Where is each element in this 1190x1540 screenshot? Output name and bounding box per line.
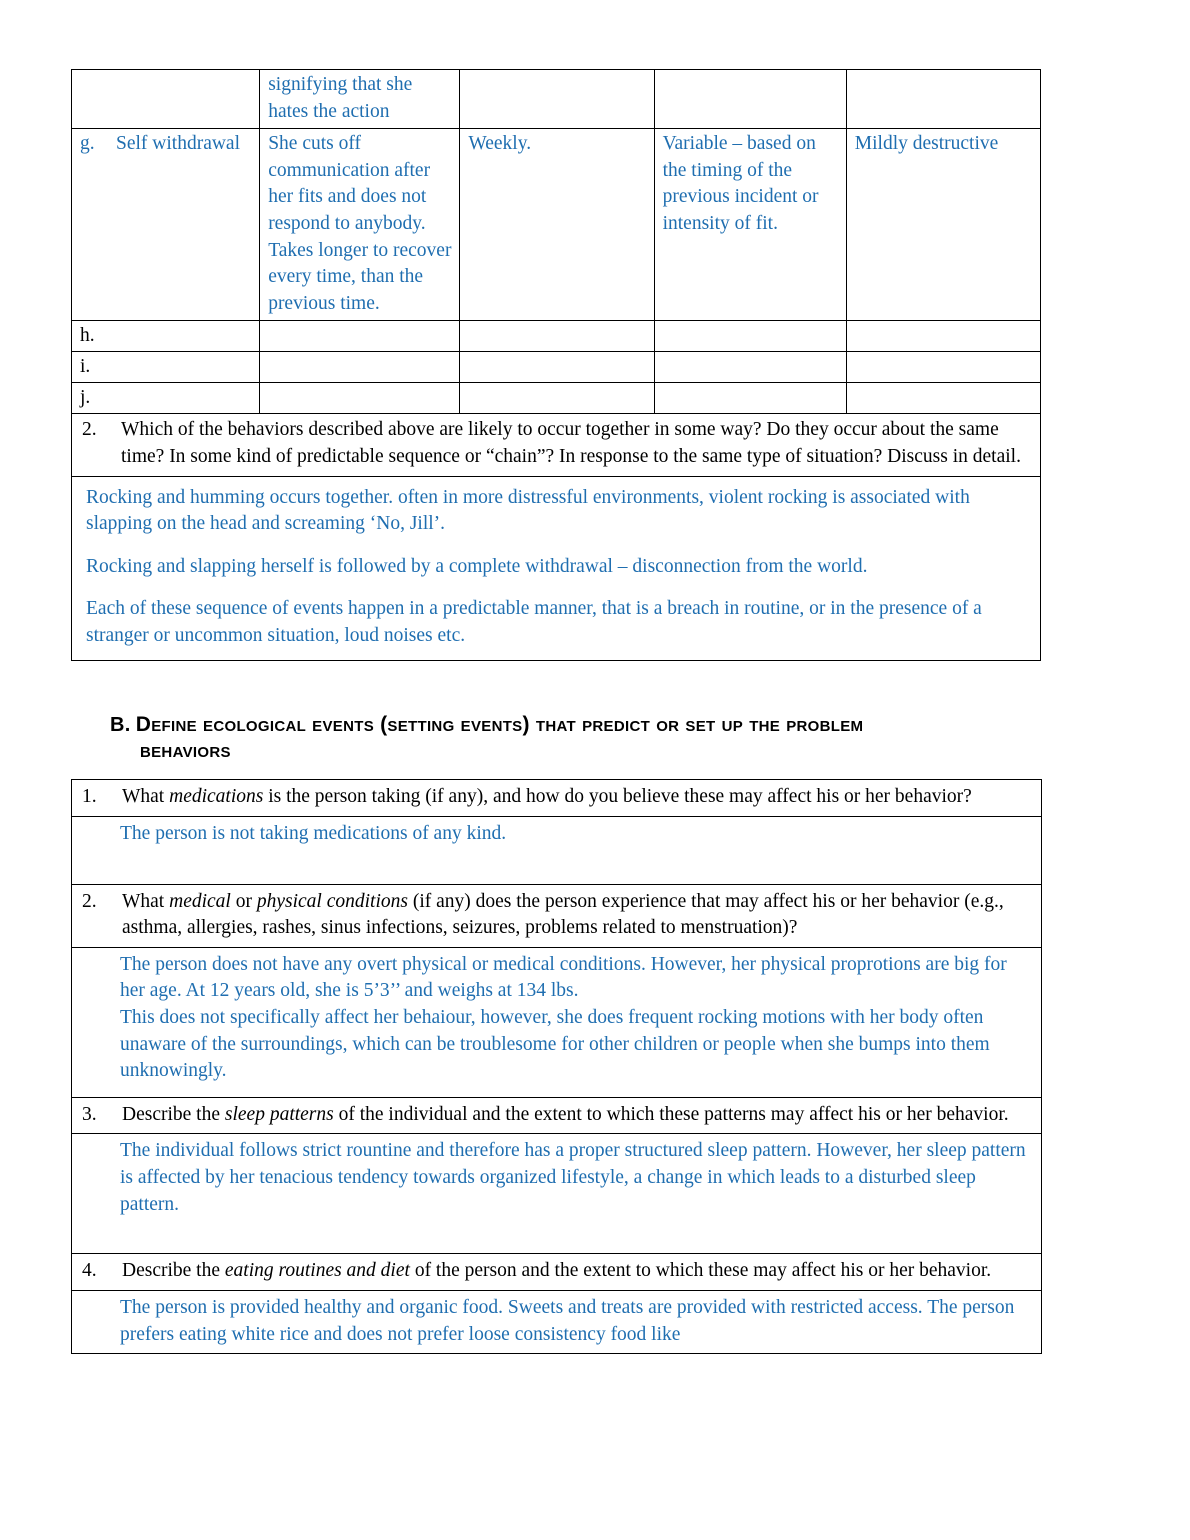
cell-behavior-j — [72, 383, 260, 414]
section-b-title-line-2: behaviors — [140, 739, 231, 762]
question-4-number: 4. — [82, 1260, 97, 1282]
question-3-text-before: Describe the — [122, 1103, 225, 1125]
behavior-label-g: Self withdrawal — [116, 133, 241, 155]
cell-description-j — [260, 383, 460, 414]
cell-intensity-g: Mildly destructive — [846, 129, 1040, 321]
question-3-number: 3. — [82, 1103, 97, 1125]
cell-behavior-h — [72, 321, 260, 352]
question-2b-cell — [72, 884, 1042, 947]
cell-duration-continued — [654, 70, 846, 129]
cell-duration-i — [654, 352, 846, 383]
cell-duration-g: Variable – based on the timing of the previous incident or intensity of fit. — [654, 129, 846, 321]
answer-line: The person is not taking medications of any kind. — [120, 822, 507, 844]
question-2b-text-mid: or — [230, 890, 257, 912]
question-1-cell — [72, 780, 1042, 817]
question-3-text-after: of the individual and the extent to which these patterns may affect his or her behavior. — [333, 1103, 1009, 1125]
question-4-text-after: of the person and the extent to which these may affect his or her behavior. — [409, 1260, 992, 1282]
cell-behavior-i — [72, 352, 260, 383]
cell-intensity-h — [846, 321, 1040, 352]
answer-row — [72, 1134, 1042, 1254]
answer-paragraph: Rocking and humming occurs together. often in more distressful environments, violent rocking is associated with slapping on the head and screaming ‘No, Jill’. — [86, 486, 970, 535]
cell-description-h — [260, 321, 460, 352]
cell-duration-h — [654, 321, 846, 352]
cell-duration-j — [654, 383, 846, 414]
question-4-emphasis: eating routines and diet — [224, 1260, 410, 1282]
question-3-cell — [72, 1097, 1042, 1134]
question-3-emphasis: sleep patterns — [224, 1103, 334, 1125]
section-b-letter: B. — [110, 714, 131, 736]
answer-line: The person does not have any overt physical or medical conditions. However, her physical proprotions are big for her age. At 12 years old, she is 5’3’’ and weighs at 134 lbs. — [120, 953, 1007, 1002]
cell-frequency-g: Weekly. — [460, 129, 654, 321]
cell-frequency-continued — [460, 70, 654, 129]
answer-paragraph: Rocking and slapping herself is followed by a complete withdrawal – disconnection from the world. — [86, 555, 868, 577]
table-row-continued — [72, 70, 1041, 129]
answer-line: This does not specifically affect her behaiour, however, she does frequent rocking motions with her body often unaware of the surroundings, which can be troublesome for other children or people when she bumps into them unknowingly. — [120, 1006, 990, 1082]
question-4-cell — [72, 1254, 1042, 1291]
list-marker-i: i. — [80, 356, 91, 378]
question-2-answer-cell[interactable] — [72, 476, 1041, 660]
table-row — [72, 321, 1041, 352]
list-marker-g: g. — [80, 133, 95, 155]
cell-frequency-i — [460, 352, 654, 383]
cell-description-g: She cuts off communication after her fits and does not respond to anybody. Takes longer to recover every time, than the previous time. — [260, 129, 460, 321]
question-2b-answer-cell[interactable] — [72, 947, 1042, 1097]
list-marker-h: h. — [80, 325, 95, 347]
question-1-text-before: What — [122, 786, 170, 807]
cell-behavior-g — [72, 129, 260, 321]
answer-paragraph: Each of these sequence of events happen in a predictable manner, that is a breach in routine, or in the presence of a stranger or uncommon situation, loud noises etc. — [86, 598, 982, 646]
cell-intensity-i — [846, 352, 1040, 383]
cell-description-i — [260, 352, 460, 383]
question-row — [72, 1097, 1042, 1134]
question-row — [72, 884, 1042, 947]
question-2b-emphasis-1: medical — [169, 890, 231, 912]
cell-frequency-j — [460, 383, 654, 414]
table-row — [72, 383, 1041, 414]
cell-frequency-h — [460, 321, 654, 352]
question-1-number: 1. — [82, 786, 97, 807]
answer-row — [72, 1290, 1042, 1353]
question-1-answer-cell[interactable] — [72, 816, 1042, 884]
answer-line: The individual follows strict rountine and therefore has a proper structured sleep pattern. However, her sleep pattern is affected by her tenacious tendency towards organized lifestyle, a change in which leads to a disturbed sleep pattern. — [120, 1140, 1026, 1215]
question-4-answer-cell[interactable] — [72, 1290, 1042, 1353]
question-1-text-after: is the person taking (if any), and how do you believe these may affect his or her behavior? — [263, 786, 972, 807]
answer-row — [72, 816, 1042, 884]
question-2b-text-after: (if any) does the person experience that may affect his or her behavior (e.g., asthma, allergies, rashes, sinus infections, seizures, problems related to menstruation)? — [122, 890, 1004, 939]
table-row — [72, 352, 1041, 383]
table-row — [72, 129, 1041, 321]
question-2b-number: 2. — [82, 890, 97, 912]
answer-row — [72, 947, 1042, 1097]
question-1-emphasis: medications — [169, 786, 264, 807]
question-4-text-before: Describe the — [122, 1260, 225, 1282]
question-3-answer-cell[interactable] — [72, 1134, 1042, 1254]
behavior-table — [71, 69, 1041, 661]
cell-behavior-continued — [72, 70, 260, 129]
cell-description-continued: signifying that she hates the action — [260, 70, 460, 129]
question-2b-emphasis-2: physical conditions — [256, 890, 408, 912]
cell-intensity-j — [846, 383, 1040, 414]
section-b-heading — [110, 712, 1110, 763]
ecological-events-table — [71, 779, 1042, 1354]
question-row — [72, 780, 1042, 817]
question-2-number: 2. — [82, 419, 97, 441]
question-2-row — [72, 414, 1041, 476]
section-b-title-line-1: Define ecological events (setting events) that predict or set up the problem — [135, 713, 864, 736]
question-2-cell — [72, 414, 1041, 476]
question-row — [72, 1254, 1042, 1291]
cell-intensity-continued — [846, 70, 1040, 129]
question-2-answer-row — [72, 476, 1041, 660]
question-2-text: Which of the behaviors described above are likely to occur together in some way? Do they occur about the same time? In some kind of predictable sequence or “chain”? In response to the same type of situation? Discuss in detail. — [121, 419, 1021, 467]
list-marker-j: j. — [80, 387, 91, 409]
answer-line: The person is provided healthy and organic food. Sweets and treats are provided with restricted access. The person prefers eating white rice and does not prefer loose consistency food like — [120, 1296, 1015, 1345]
question-2b-text-before: What — [122, 890, 170, 912]
